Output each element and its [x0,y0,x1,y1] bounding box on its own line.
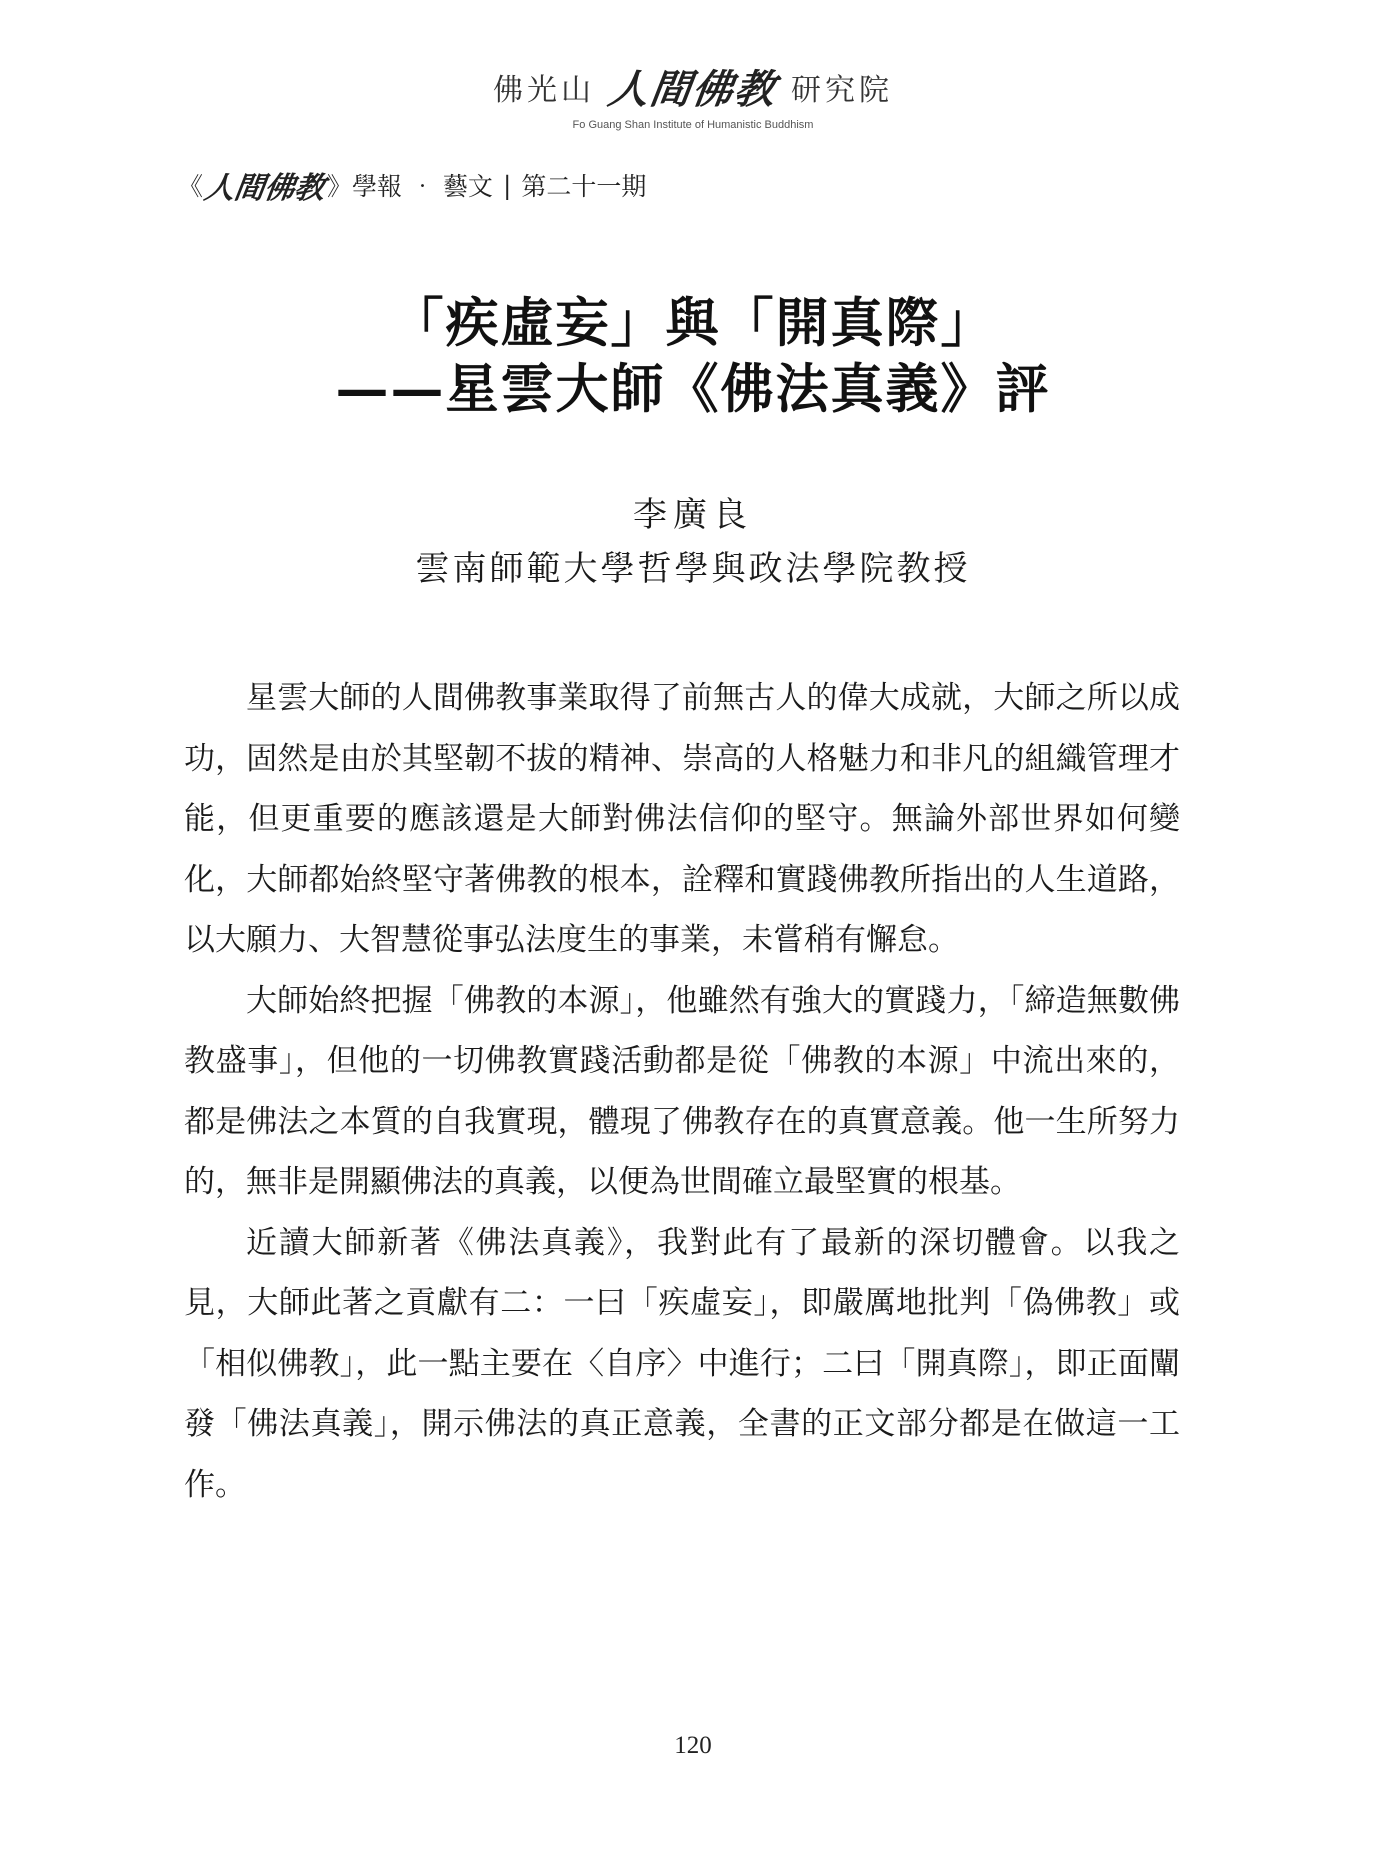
author-affiliation: 雲南師範大學哲學與政法學院教授 [415,549,971,589]
institute-name-right: 研究院 [791,72,893,108]
article-body [184,668,1180,1515]
title-line-1: 「疾虛妄」與「開真際」 [390,292,996,354]
journal-open-bracket: 《 [178,172,204,201]
journal-issue: 第二十一期 [521,172,647,201]
institute-title [493,58,893,115]
author-block [0,488,1386,596]
paragraph-2: 大師始終把握「佛教的本源」，他雖然有強大的實踐力，「締造無數佛教盛事」，但他的一切佛教實踐活動都是從「佛教的本源」中流出來的，都是佛法之本質的自我實現，體現了佛教存在的真實意義。他一生所努力的，無非是開顯佛法的真義，以便為世間確立最堅實的根基。 [184,982,1180,1200]
paragraph-1: 星雲大師的人間佛教事業取得了前無古人的偉大成就，大師之所以成功，固然是由於其堅韌不拔的精神、崇高的人格魅力和非凡的組織管理才能，但更重要的應該還是大師對佛法信仰的堅守。無論外部世界如何變化，大師都始終堅守著佛教的根本，詮釋和實踐佛教所指出的人生道路，以大願力、大智慧從事弘法度生的事業，未嘗稍有懈怠。 [184,680,1180,958]
journal-name-suffix: 學報 ‧ 藝文 [352,172,493,201]
institute-name-left: 佛光山 [493,72,595,108]
institute-brand-logo: 人間佛教 [605,66,780,113]
paragraph-3: 近讀大師新著《佛法真義》，我對此有了最新的深切體會。以我之見，大師此著之貢獻有二：一曰「疾虛妄」，即嚴厲地批判「偽佛教」或「相似佛教」，此一點主要在〈自序〉中進行；二曰「開真際」，即正面闡發「佛法真義」，開示佛法的真正意義，全書的正文部分都是在做這一工作。 [184,1224,1180,1503]
article-title [0,290,1386,422]
journal-brand: 人間佛教 [202,171,327,206]
title-line-2: ——星雲大師《佛法真義》評 [335,358,1051,420]
journal-close-bracket: 》 [327,172,353,201]
journal-separator: | [502,170,512,200]
page-number: 120 [674,1732,712,1759]
author-name: 李廣良 [633,495,753,535]
institute-english-name: Fo Guang Shan Institute of Humanistic Buddhism [572,119,814,131]
institute-header [0,58,1386,131]
journal-running-header [178,163,646,207]
